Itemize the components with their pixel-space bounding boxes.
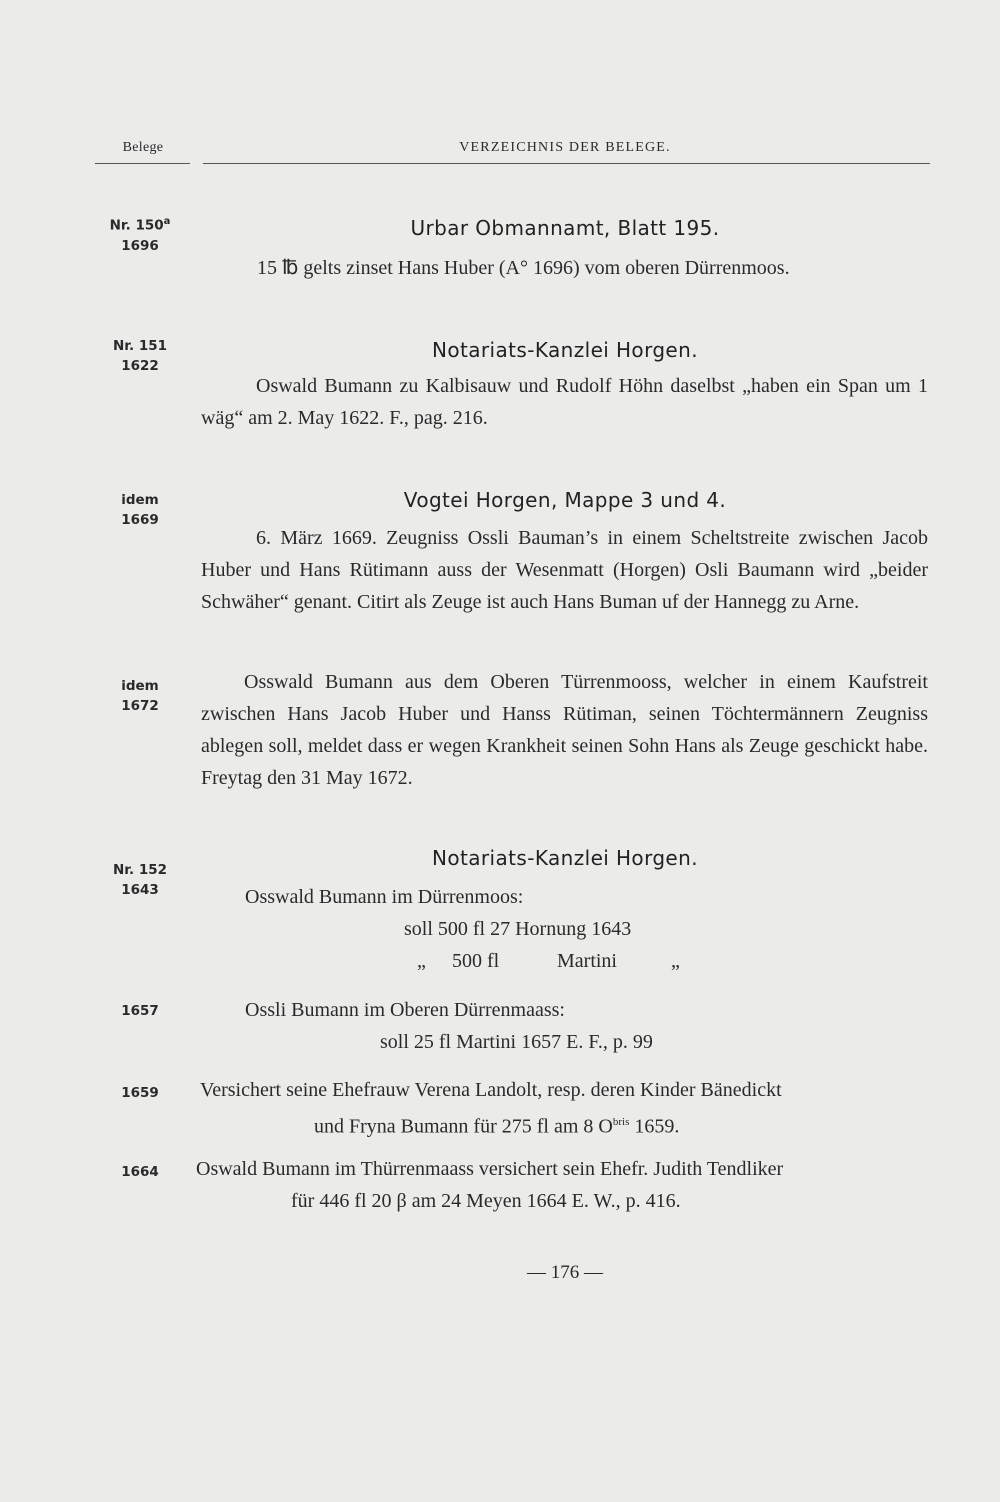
header-rule	[203, 163, 930, 164]
entry-line: Ossli Bumann im Oberen Dürrenmaass:	[245, 999, 565, 1021]
entry-heading: Vogtei Horgen, Mappe 3 und 4.	[403, 488, 727, 512]
margin-note-1657	[100, 1001, 180, 1021]
margin-year: 1622	[121, 358, 159, 374]
entry-line: Osswald Bumann im Dürrenmoos:	[245, 886, 524, 908]
margin-year: 1696	[121, 237, 159, 254]
margin-note-idem-1669	[100, 490, 180, 530]
entry-line-part: 1659.	[629, 1115, 680, 1138]
entry-line-sup: bris	[612, 1116, 630, 1128]
entry-text: 15 ℔ gelts zinset Hans Huber (A° 1696) vom oberen Dürrenmoos.	[257, 257, 790, 279]
margin-nr: Nr. 150	[109, 217, 164, 234]
entry-text: Osswald Bumann aus dem Oberen Türrenmooss, welcher in einem Kaufstreit zwischen Hans Jacob Huber und Hanss Rütiman, seinen Töchtermännern Zeugniss ablegen soll, meldet dass er wegen Krankheit seinen Sohn Hans als Zeuge geschickt habe. Freytag den 31 May 1672.	[201, 671, 928, 789]
margin-nr-sup: a	[163, 216, 171, 227]
margin-year: 1672	[121, 698, 159, 714]
entry-line: Oswald Bumann im Thürrenmaass versichert sein Ehefr. Judith Tendliker	[196, 1158, 784, 1180]
entry-line: soll 25 fl Martini 1657 E. F., p. 99	[380, 1031, 653, 1053]
margin-note-1659	[100, 1083, 180, 1103]
margin-note-nr150a	[100, 212, 180, 256]
margin-nr: Nr. 152	[112, 862, 168, 878]
entry-text: Oswald Bumann zu Kalbisauw und Rudolf Höhn daselbst „haben ein Span um 1 wäg“ am 2. May 1622. F., pag. 216.	[201, 375, 928, 429]
margin-year: 1643	[121, 882, 159, 898]
margin-year: 1659	[121, 1085, 159, 1101]
margin-note-nr152	[100, 860, 180, 900]
entry-heading: Notariats-Kanzlei Horgen.	[432, 338, 698, 362]
margin-year: 1657	[121, 1003, 159, 1019]
entry-text: 6. März 1669. Zeugniss Ossli Bauman’s in einem Scheltstreite zwischen Jacob Huber und Hans Rütimann auss der Wesenmatt (Horgen) Osli Baumann wird „beider Schwäher“ genant. Citirt als Zeuge ist auch Hans Buman uf der Hannegg zu Arne.	[201, 527, 928, 613]
entry-line: soll 500 fl 27 Hornung 1643	[404, 918, 632, 940]
margin-note-1664	[100, 1162, 180, 1182]
ditto-mark: „	[671, 950, 680, 972]
entry-heading: Notariats-Kanzlei Horgen.	[432, 846, 698, 870]
entry-line: Versichert seine Ehefrauw Verena Landolt, resp. deren Kinder Bänedickt	[200, 1079, 782, 1101]
page-number: — 176 —	[527, 1262, 603, 1283]
margin-nr: idem	[121, 492, 159, 508]
entry-amount: 500 fl	[452, 950, 500, 972]
running-head-left: Belege	[122, 140, 164, 155]
margin-year: 1669	[121, 512, 159, 528]
margin-note-idem-1672	[100, 676, 180, 716]
margin-nr: idem	[121, 678, 159, 694]
entry-term: Martini	[557, 950, 617, 972]
entry-line: für 446 fl 20 β am 24 Meyen 1664 E. W., p. 416.	[291, 1190, 681, 1212]
entry-line	[314, 1106, 679, 1143]
ditto-mark: „	[417, 950, 426, 972]
header-rule-left	[95, 163, 190, 164]
margin-year: 1664	[121, 1164, 159, 1180]
margin-note-nr151	[100, 336, 180, 376]
entry-line-part: und Fryna Bumann für 275 fl am 8 O	[314, 1115, 613, 1138]
margin-nr: Nr. 151	[112, 338, 168, 354]
entry-heading: Urbar Obmannamt, Blatt 195.	[410, 216, 720, 240]
running-head-title: VERZEICHNIS DER BELEGE.	[459, 140, 671, 155]
